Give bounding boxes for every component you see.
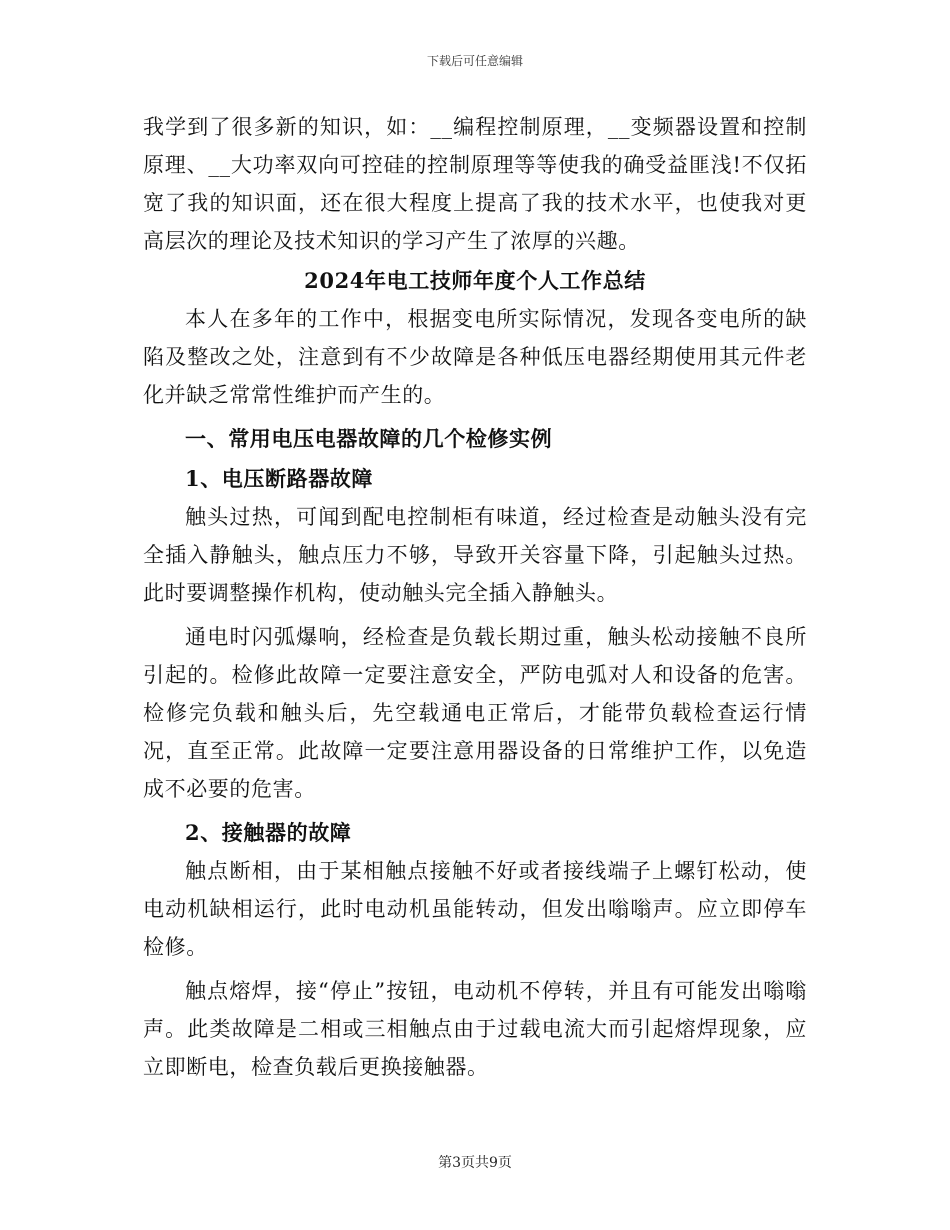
paragraph-contact-overheat: 触头过热，可闻到配电控制柜有味道，经过检查是动触头没有完全插入静触头，触点压力不够，导致开关容量下降，引起触头过热。此时要调整操作机构，使动触头完全插入静触头。 <box>143 505 807 605</box>
paragraph-phase-loss: 触点断相，由于某相触点接触不好或者接线端子上螺钉松动，使电动机缺相运行，此时电动机虽能转动，但发出嗡嗡声。应立即停车检修。 <box>143 859 807 959</box>
paragraph-contact-welding: 触点熔焊，接“停止”按钮，电动机不停转，并且有可能发出嗡嗡声。此类故障是二相或三相触点由于过载电流大而引起熔焊现象，应立即断电，检查负载后更换接触器。 <box>143 979 807 1079</box>
heading-contactor-fault: 2、接触器的故障 <box>185 820 352 845</box>
section-title: 2024年电工技师年度个人工作总结 <box>304 268 646 293</box>
page-number-footer: 第3页共9页 <box>438 1155 512 1171</box>
header-note: 下载后可任意编辑 <box>426 54 523 68</box>
heading-part-one: 一、常用电压电器故障的几个检修实例 <box>185 426 553 451</box>
paragraph-continuation: 我学到了很多新的知识，如：__编程控制原理，__变频器设置和控制原理、__大功率双向可控硅的控制原理等等使我的确受益匪浅!不仅拓宽了我的知识面，还在很大程度上提高了我的技术水平，也使我对更高层次的理论及技术知识的学习产生了浓厚的兴趣。 <box>143 115 807 253</box>
paragraph-arc-flash: 通电时闪弧爆响，经检查是负载长期过重，触头松动接触不良所引起的。检修此故障一定要注意安全，严防电弧对人和设备的危害。检修完负载和触头后，先空载通电正常后，才能带负载检查运行情况，直至正常。此故障一定要注意用器设备的日常维护工作，以免造成不必要的危害。 <box>143 625 807 801</box>
document-body <box>143 108 807 1086</box>
paragraph-intro: 本人在多年的工作中，根据变电所实际情况，发现各变电所的缺陷及整改之处，注意到有不少故障是各种低压电器经期使用其元件老化并缺乏常常性维护而产生的。 <box>143 307 807 407</box>
heading-breaker-fault: 1、电压断路器故障 <box>185 466 374 491</box>
